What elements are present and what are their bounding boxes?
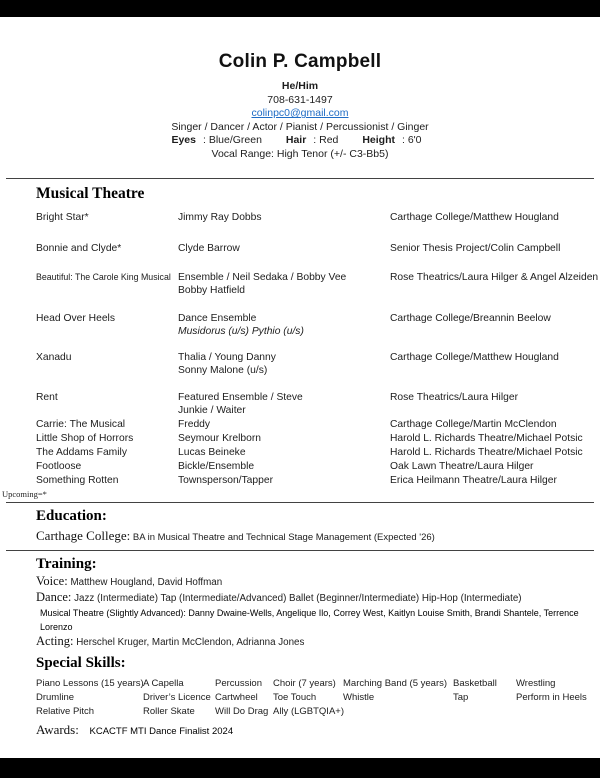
theatre-company: Harold L. Richards Theatre/Michael Potsic — [390, 446, 583, 458]
awards-label: Awards: — [36, 722, 79, 738]
theatre-row — [36, 460, 600, 474]
skill-item: Toe Touch — [273, 692, 317, 704]
skills-row — [36, 691, 600, 705]
show-title: Rent — [36, 391, 58, 403]
theatre-company: Carthage College/Martin McClendon — [390, 418, 557, 430]
theatre-row — [36, 474, 600, 488]
school-name: Carthage College: — [36, 527, 131, 543]
theatre-company: Erica Heilmann Theatre/Laura Hilger — [390, 474, 557, 486]
skill-item: A Capella — [143, 678, 184, 690]
dance-training-detail: Musical Theatre (Slightly Advanced): Danny Dwaine-Wells, Angelique Ilo, Correy West, Kaitlyn Louise Smith, Brandi Shantele, Terrence Lorenzo — [40, 607, 579, 632]
role: Lucas Beineke — [178, 446, 246, 458]
acting-label: Acting: — [36, 633, 74, 648]
awards-line — [36, 722, 600, 738]
theatre-row — [36, 446, 600, 460]
vocal-range: Vocal Range: High Tenor (+/- C3-Bb5) — [211, 147, 389, 160]
skill-item: Perform in Heels — [516, 692, 587, 704]
theatre-row — [36, 391, 600, 418]
show-title: Bright Star* — [36, 211, 89, 223]
role: Freddy — [178, 418, 211, 430]
theatre-row — [36, 418, 600, 432]
skills-grid — [36, 677, 600, 719]
section-divider — [6, 502, 594, 503]
acting-training: Acting: Herschel Kruger, Martin McClendon, Adrianna Jones — [36, 633, 305, 648]
physical-stats — [0, 134, 600, 148]
skills-row — [36, 705, 600, 719]
show-title: Beautiful: The Carole King Musical — [36, 271, 171, 282]
person-name: Colin P. Campbell — [218, 51, 382, 72]
theatre-row — [36, 351, 600, 378]
skill-item: Driver’s Licence — [143, 692, 211, 704]
education-entry — [36, 529, 600, 545]
theatre-company: Carthage College/Matthew Hougland — [390, 211, 559, 223]
theatre-company: Senior Thesis Project/Colin Campbell — [390, 243, 561, 255]
theatre-row — [36, 211, 600, 225]
email-link[interactable]: colinpc0@gmail.com — [251, 107, 349, 120]
phone-number: 708-631-1497 — [267, 93, 333, 106]
show-title: Carrie: The Musical — [36, 418, 126, 430]
degree-text: BA in Musical Theatre and Technical Stage Management (Expected '26) — [132, 531, 435, 543]
theatre-company: Oak Lawn Theatre/Laura Hilger — [390, 460, 534, 472]
role: Clyde Barrow — [178, 243, 240, 255]
theatre-company: Harold L. Richards Theatre/Michael Potsic — [390, 432, 583, 444]
voice-label: Voice: — [36, 573, 68, 588]
dance-label: Dance: — [36, 589, 72, 604]
theatre-company: Rose Theatrics/Laura Hilger — [390, 391, 519, 403]
musical-theatre-title: Musical Theatre — [36, 184, 145, 202]
email-line — [0, 107, 600, 121]
skill-item: Wrestling — [516, 678, 556, 690]
skill-item: Drumline — [36, 692, 75, 704]
skill-item: Whistle — [343, 692, 375, 704]
dance-training: Dance: Jazz (Intermediate) Tap (Intermediate/Advanced) Ballet (Beginner/Intermediate) Hip-Hop (Intermediate) — [36, 589, 522, 604]
skills-row — [36, 677, 600, 691]
skill-item: Will Do Drag — [215, 706, 269, 718]
resume-header — [0, 17, 600, 162]
theatre-company: Carthage College/Matthew Hougland — [390, 351, 559, 363]
skill-item: Cartwheel — [215, 692, 258, 704]
skill-item: Ally (LGBTQIA+) — [273, 706, 344, 718]
role: Jimmy Ray Dobbs — [178, 211, 262, 223]
skill-item: Choir (7 years) — [273, 678, 336, 690]
skill-item: Marching Band (5 years) — [343, 678, 448, 690]
roles-line: Singer / Dancer / Actor / Pianist / Percussionist / Ginger — [171, 120, 429, 133]
skill-item: Roller Skate — [143, 706, 195, 718]
skill-item: Relative Pitch — [36, 706, 95, 718]
show-title: Footloose — [36, 460, 82, 472]
pronouns: He/Him — [281, 80, 319, 92]
theatre-row — [36, 242, 600, 256]
theatre-row — [36, 271, 600, 298]
education-title: Education: — [36, 507, 107, 524]
show-title: Head Over Heels — [36, 312, 115, 324]
role: Townsperson/Tapper — [178, 474, 274, 486]
role: Bickle/Ensemble — [178, 460, 255, 472]
theatre-company: Rose Theatrics/Laura Hilger & Angel Alzeiden — [390, 271, 599, 283]
show-title: The Addams Family — [36, 446, 127, 458]
show-title: Little Shop of Horrors — [36, 432, 134, 444]
resume-page — [0, 17, 600, 758]
skill-item: Percussion — [215, 678, 262, 690]
show-title: Something Rotten — [36, 474, 119, 486]
special-skills-title: Special Skills: — [36, 655, 126, 672]
role: Ensemble / Neil Sedaka / Bobby Vee Bobby Hatfield — [178, 271, 347, 297]
height-stat: Height : 6'0 — [362, 134, 422, 147]
role: Thalia / Young Danny Sonny Malone (u/s) — [178, 351, 276, 377]
hair-stat: Hair : Red — [285, 134, 339, 147]
skill-item: Basketball — [453, 678, 497, 690]
role: Dance Ensemble Musidorus (u/s) Pythio (u/s) — [178, 312, 304, 338]
voice-training: Voice: Matthew Hougland, David Hoffman — [36, 573, 223, 588]
skill-item: Tap — [453, 692, 469, 704]
skill-item: Piano Lessons (15 years) — [36, 678, 144, 690]
musical-theatre-table — [36, 211, 600, 488]
section-divider — [6, 178, 594, 179]
theatre-company: Carthage College/Breannin Beelow — [390, 312, 551, 324]
eyes-stat: Eyes : Blue/Green — [171, 134, 262, 147]
section-divider — [6, 550, 594, 551]
theatre-row — [36, 432, 600, 446]
role: Featured Ensemble / Steve Junkie / Waiter — [178, 391, 303, 417]
show-title: Bonnie and Clyde* — [36, 243, 122, 255]
training-title: Training: — [36, 555, 97, 572]
awards-text: KCACTF MTI Dance Finalist 2024 — [89, 726, 234, 738]
role: Seymour Krelborn — [178, 432, 261, 444]
show-title: Xanadu — [36, 351, 72, 363]
upcoming-footnote: Upcoming=* — [2, 488, 47, 499]
theatre-row — [36, 312, 600, 339]
